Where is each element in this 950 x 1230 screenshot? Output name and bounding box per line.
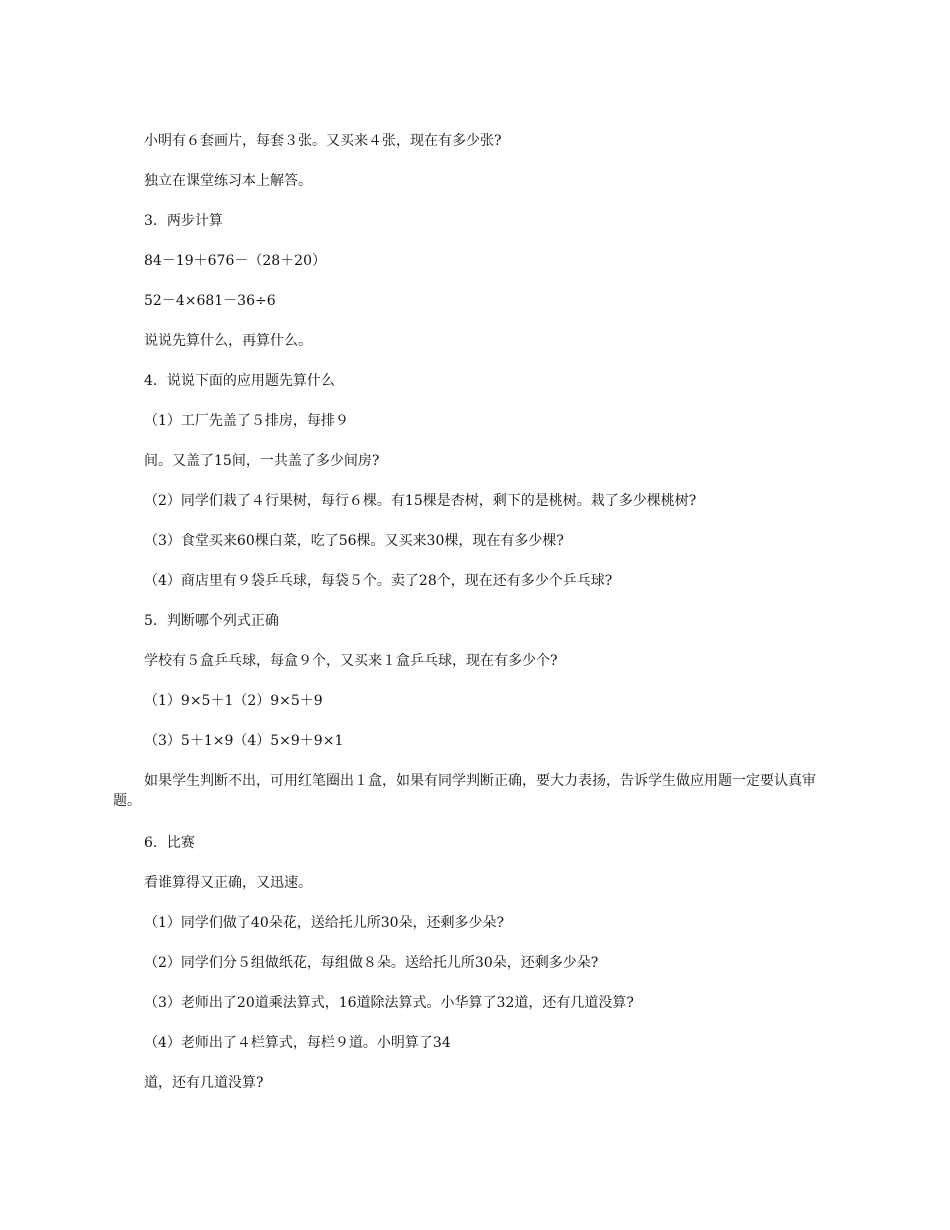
paragraph-contest-intro: 看谁算得又正确，又迅速。	[144, 875, 312, 891]
section-heading-word-problems: 4．说说下面的应用题先算什么	[144, 373, 335, 389]
contest-problem-2: （2）同学们分５组做纸花，每组做８朵。送给托儿所30朵，还剩多少朵?	[144, 955, 599, 971]
paragraph-judge-problem: 学校有５盒乒乓球，每盒９个，又买来１盒乒乓球，现在有多少个?	[144, 653, 558, 669]
contest-problem-4-part-b: 道，还有几道没算?	[144, 1075, 264, 1091]
contest-problem-4-part-a: （4）老师出了４栏算式，每栏９道。小明算了34	[144, 1035, 451, 1051]
contest-problem-3: （3）老师出了20道乘法算式，16道除法算式。小华算了32道，还有几道没算?	[144, 995, 634, 1011]
section-heading-judge: 5．判断哪个列式正确	[144, 613, 279, 629]
paragraph-order-prompt: 说说先算什么，再算什么。	[144, 333, 312, 349]
paragraph-instruction-notebook: 独立在课堂练习本上解答。	[144, 173, 312, 189]
word-problem-1-part-a: （1）工厂先盖了５排房，每排９	[144, 413, 349, 429]
word-problem-2: （2）同学们栽了４行果树，每行６棵。有15棵是杏树，剩下的是桃树。栽了多少棵桃树?	[144, 493, 697, 509]
contest-problem-1: （1）同学们做了40朵花，送给托儿所30朵，还剩多少朵?	[144, 915, 505, 931]
judge-options-1-2: （1）9×5＋1（2）9×5＋9	[144, 693, 323, 709]
expression-2: 52－4×681－36÷6	[144, 293, 276, 309]
paragraph-teacher-note: 如果学生判断不出，可用红笔圈出１盒，如果有同学判断正确，要大力表扬，告诉学生做应用题一定要认真审题。	[113, 773, 816, 809]
section-heading-contest: 6．比赛	[144, 835, 195, 851]
word-problem-3: （3）食堂买来60棵白菜，吃了56棵。又买来30棵，现在有多少棵?	[144, 533, 564, 549]
word-problem-1-part-b: 间。又盖了15间，一共盖了多少间房?	[144, 453, 380, 469]
section-heading-two-step: 3．两步计算	[144, 213, 223, 229]
expression-1: 84－19＋676－（28＋20）	[144, 253, 326, 269]
paragraph-problem-drawings: 小明有６套画片，每套３张。又买来４张，现在有多少张?	[144, 133, 502, 149]
judge-options-3-4: （3）5＋1×9（4）5×9＋9×1	[144, 733, 344, 749]
word-problem-4: （4）商店里有９袋乒乓球，每袋５个。卖了28个，现在还有多少个乒乓球?	[144, 573, 613, 589]
